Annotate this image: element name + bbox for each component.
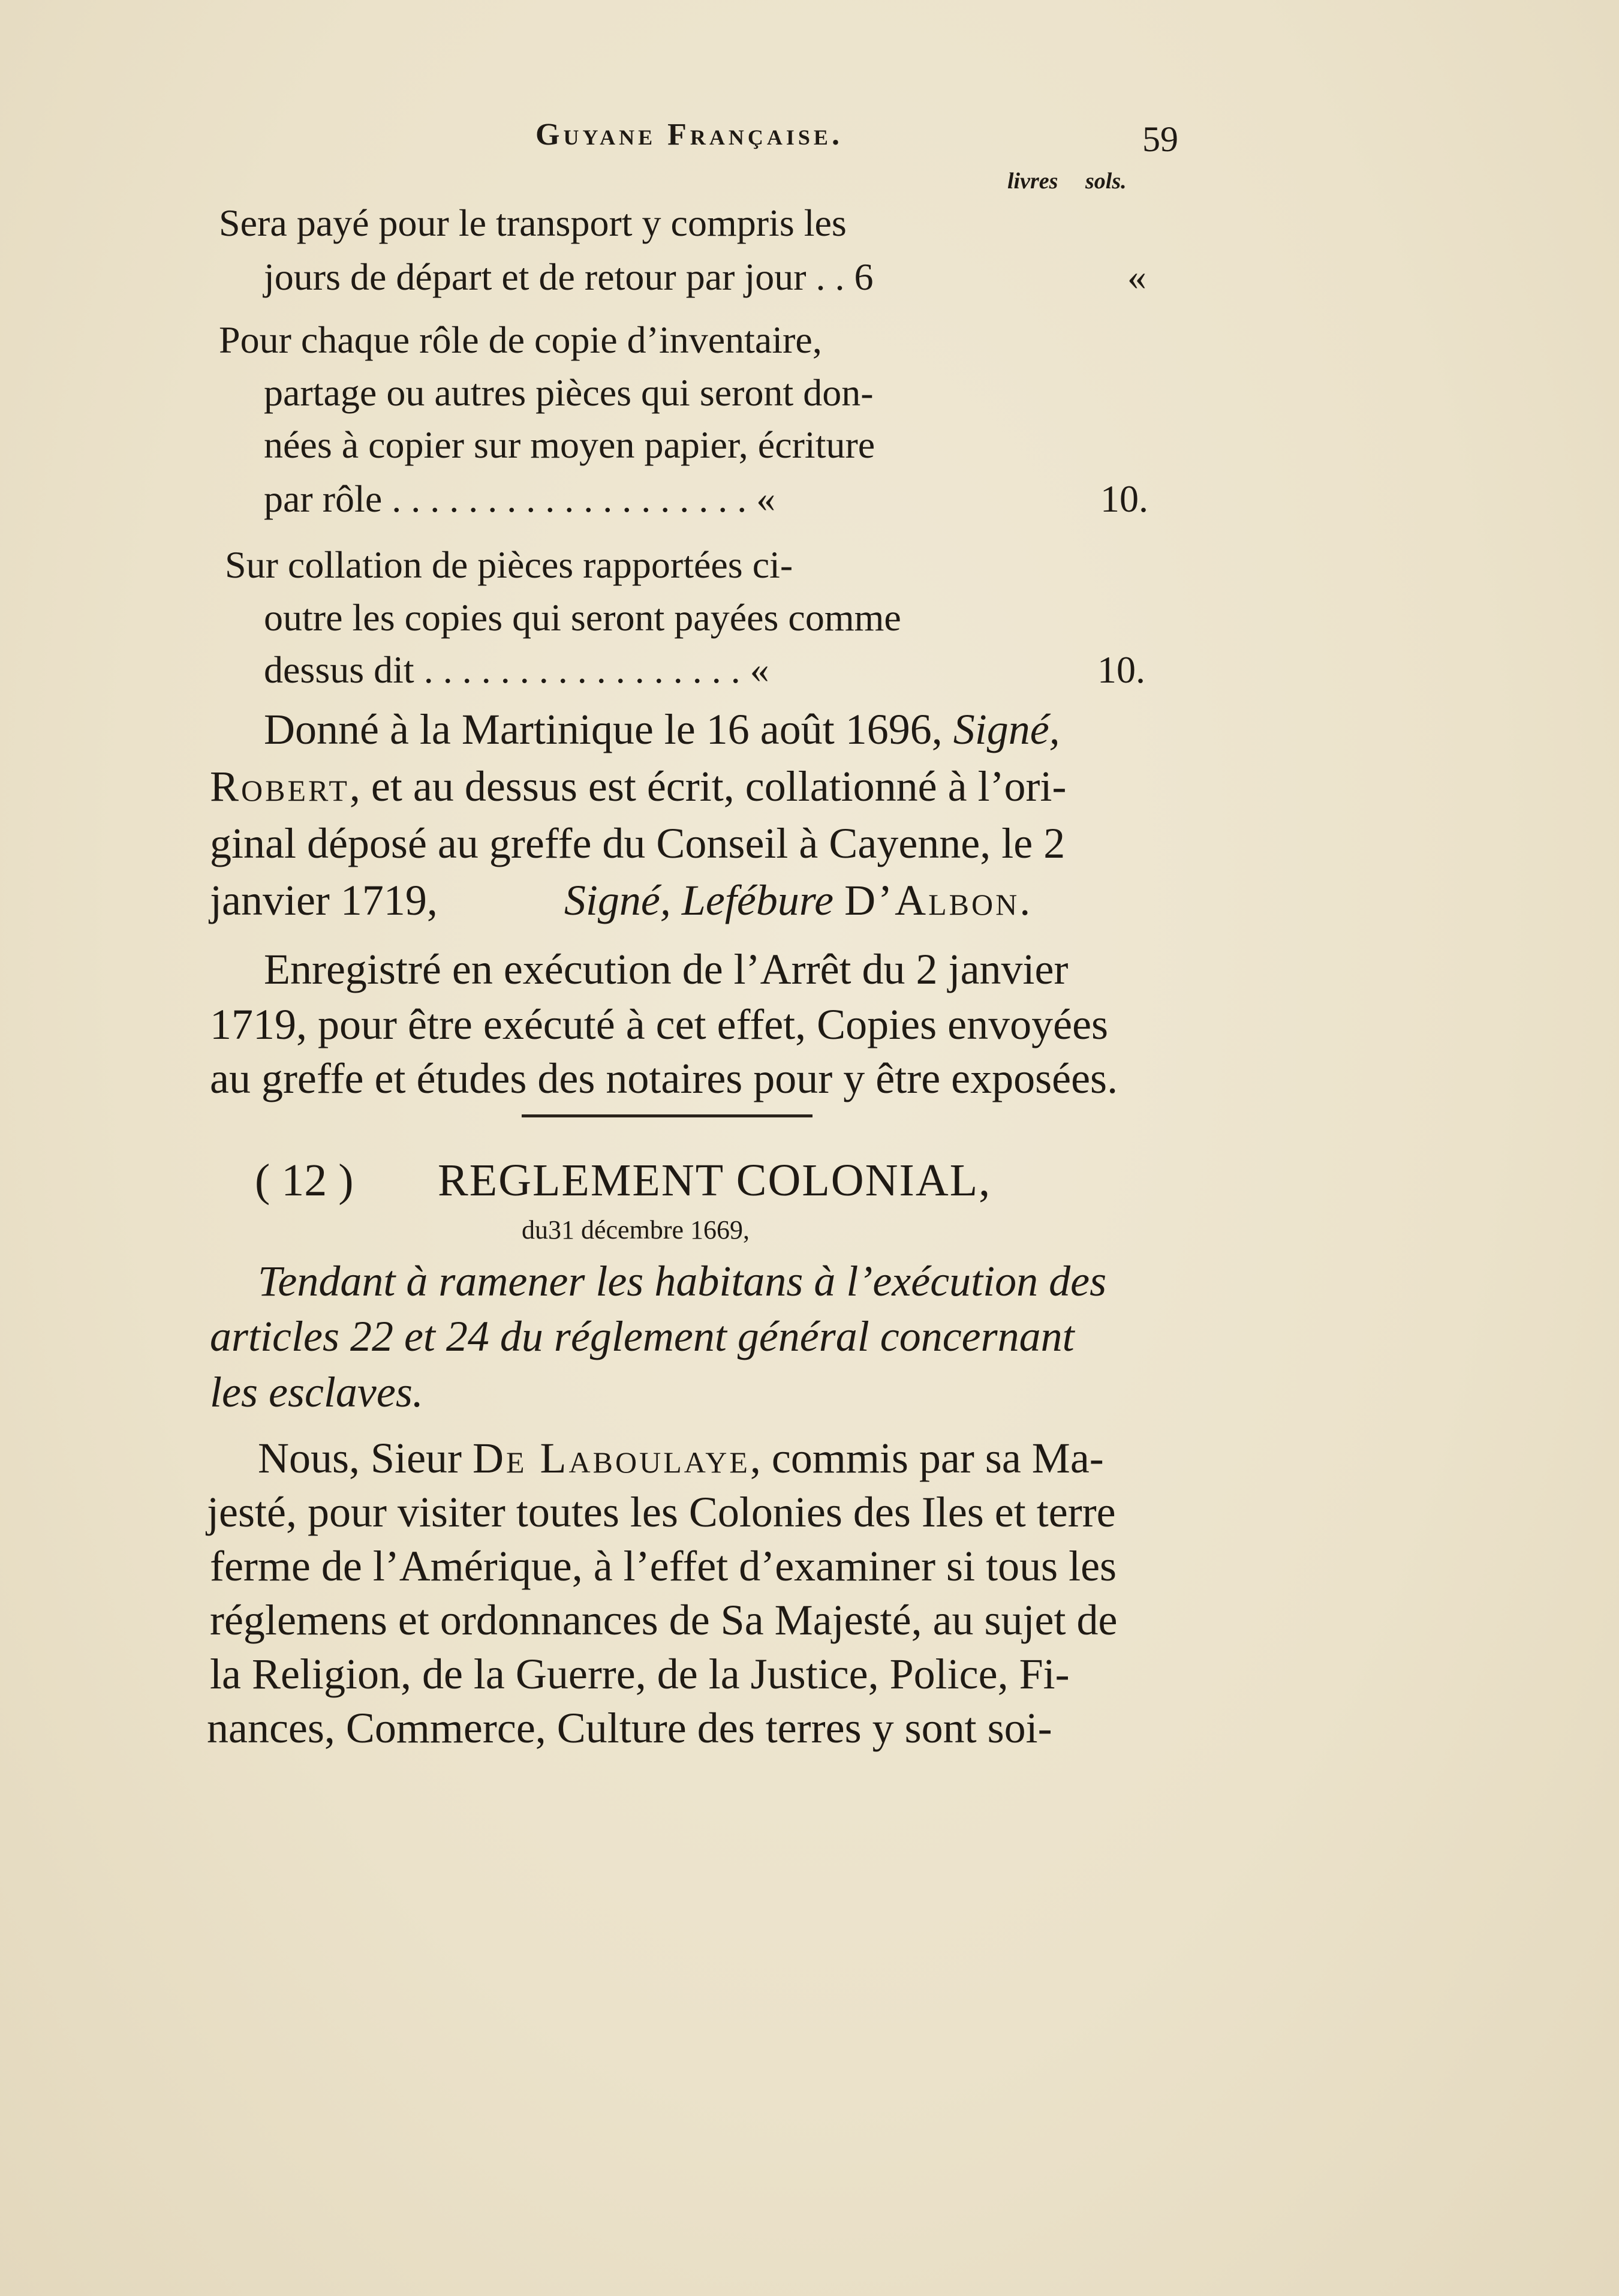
paragraph-line: nances, Commerce, Culture des terres y sont soi-: [207, 1704, 1052, 1752]
tariff-line: nées à copier sur moyen papier, écriture: [264, 423, 875, 466]
signatory-name: Lefébure: [681, 876, 834, 924]
paragraph-line: [264, 705, 1060, 755]
paragraph-line: ferme de l’Amérique, à l’effet d’examiner si tous les: [210, 1542, 1117, 1590]
paragraph-line: [210, 762, 1067, 812]
section-subtitle-line: les esclaves.: [210, 1368, 423, 1416]
paragraph-line: au greffe et études des notaires pour y être exposées.: [210, 1054, 1118, 1102]
given-text: , et au dessus est écrit, collationné à l’ori-: [349, 762, 1067, 810]
signed-word: Signé,: [953, 705, 1060, 753]
tariff-line: par rôle . . . . . . . . . . . . . . . . . . . «: [264, 477, 776, 520]
tariff-line: Sera payé pour le transport y compris les: [219, 202, 847, 244]
paragraph-line: jesté, pour visiter toutes les Colonies des Iles et terre: [207, 1488, 1116, 1536]
paragraph-line: [210, 876, 1033, 925]
section-date: du31 décembre 1669,: [522, 1215, 750, 1245]
running-head: Guyane Française.: [535, 118, 843, 152]
tariff-amount-sols: «: [1127, 256, 1146, 298]
body-text: Nous, Sieur: [258, 1434, 462, 1482]
tariff-line: jours de départ et de retour par jour . . 6: [264, 256, 874, 298]
paragraph-line: Enregistré en exécution de l’Arrêt du 2 janvier: [264, 945, 1069, 993]
given-text: janvier 1719,: [210, 876, 438, 924]
signatory-name: Robert: [210, 762, 350, 810]
section-divider: [522, 1114, 812, 1117]
signatory-name: D’Albon.: [844, 876, 1033, 924]
signed-word: Signé,: [564, 876, 671, 924]
tariff-line: dessus dit . . . . . . . . . . . . . . . . . «: [264, 648, 769, 691]
body-text: , commis par sa Ma-: [750, 1434, 1104, 1482]
person-name: De Laboulaye: [473, 1434, 750, 1482]
section-number: ( 12 ): [255, 1155, 354, 1206]
tariff-amount-sols: 10.: [1097, 648, 1145, 691]
paragraph-line: ginal déposé au greffe du Conseil à Cayenne, le 2: [210, 819, 1066, 867]
column-head-livres: livres: [1007, 169, 1058, 194]
paragraph-line: la Religion, de la Guerre, de la Justice, Police, Fi-: [210, 1650, 1070, 1698]
tariff-line: outre les copies qui seront payées comme: [264, 596, 901, 639]
section-subtitle-line: Tendant à ramener les habitans à l’exécution des: [258, 1257, 1107, 1305]
tariff-line: Pour chaque rôle de copie d’inventaire,: [219, 318, 822, 361]
section-subtitle-line: articles 22 et 24 du réglement général concernant: [210, 1312, 1075, 1360]
paragraph-line: 1719, pour être exécuté à cet effet, Copies envoyées: [210, 1000, 1109, 1048]
section-title: REGLEMENT COLONIAL,: [438, 1155, 992, 1206]
page-number: 59: [1142, 119, 1178, 159]
column-head-sols: sols.: [1085, 169, 1127, 194]
paragraph-line: réglemens et ordonnances de Sa Majesté, au sujet de: [210, 1596, 1118, 1644]
tariff-line: Sur collation de pièces rapportées ci-: [225, 543, 793, 586]
paragraph-line: [258, 1434, 1104, 1483]
given-text: Donné à la Martinique le 16 août 1696,: [264, 705, 943, 753]
tariff-line: partage ou autres pièces qui seront don-: [264, 371, 874, 414]
tariff-amount-sols: 10.: [1100, 477, 1148, 520]
